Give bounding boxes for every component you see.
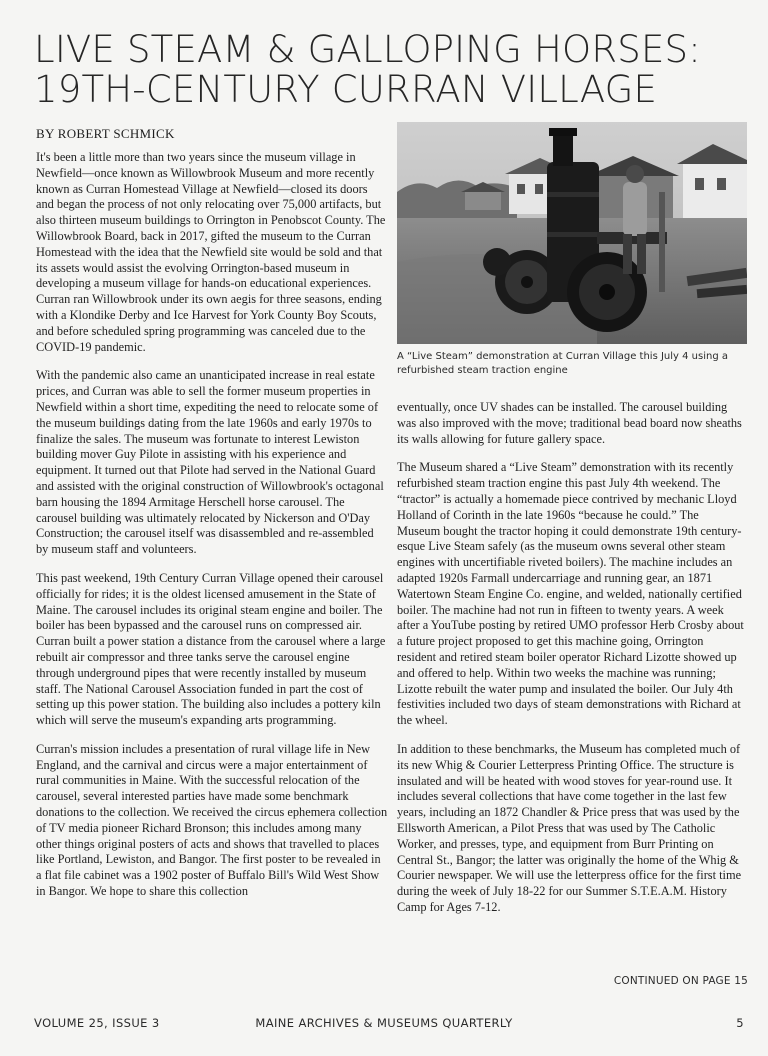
article-title-line-2: 19TH-CENTURY CURRAN VILLAGE [34, 68, 658, 111]
paragraph: This past weekend, 19th Century Curran Village opened their carousel officially for rides; it is the oldest licensed amusement in the State of Maine. The carousel includes its original steam engine and boiler. The boiler has been bypassed and the carousel runs on compressed air. Curran built a power station a distance from the carousel where a large rebuilt air compressor and three tanks serve the carousel engine through underground pipes that were recently installed by museum staff. The National Carousel Association funded in part the cost of setting up this power station. The building also includes a pottery kiln which will serve the museum's expanding arts programming. [36, 570, 386, 728]
paragraph: The Museum shared a “Live Steam” demonstration with its recently refurbished steam traction engine this past July 4th weekend. The “tractor” is actually a homemade piece contrived by mechanic Lloyd Holland of Corinth in the late 1960s “because he could.” The Museum bought the tractor hoping it could demonstrate 19th century-esque Live Steam safely (as the museum owns several other steam engines with uncertifiable riveted boilers). The machine includes an adapted 1920s Farmall undercarriage and running gear, an 1871 Watertown Steam Engine Co. engine, and welded, nationally certified boiler. The machine had not run in fifteen to twenty years. A week after a YouTube posting by retired UMO professor Herb Crosby about a future project proposed to get this machine going, Orrington resident and retired steam boiler operator Richard Lizotte showed up and offered to help. Within two weeks the machine was running; Lizotte rebuilt the water pump and insulated the boiler. Our July 4th festivities included two days of steam demonstrations with Richard at the wheel. [397, 460, 744, 728]
paragraph: eventually, once UV shades can be installed. The carousel building was also improved with the move; traditional bead board now sheaths its walls allowing for future gallery space. [397, 400, 742, 446]
steam-engine-photo [397, 122, 747, 344]
photo-caption: A “Live Steam” demonstration at Curran Village this July 4 using a refurbished steam traction engine [397, 351, 728, 376]
paragraph: With the pandemic also came an unanticipated increase in real estate prices, and Curran was able to sell the former museum properties in Newfield within a short time, expediting the need to relocate some of the museum buildings dating from the late 1960s and early 1970s to finalize the sales. The museum was fortunate to interest Lewiston building mover Guy Pilote in assisting with his experience and equipment. It turned out that Pilote had served in the National Guard and assisted with the original construction of Willowbrook's octagonal barn housing the 1894 Armitage Herschell horse carousel. The carousel building was ultimately relocated by Nickerson and O'Day Construction; the carousel itself was disassembled and re-assembled by museum staff and volunteers. [36, 368, 384, 557]
left-column [36, 150, 388, 913]
continued-note: CONTINUED ON PAGE 15 [613, 975, 748, 987]
footer-publication: MAINE ARCHIVES & MUSEUMS QUARTERLY [255, 1016, 513, 1030]
article-title-line-1: LIVE STEAM & GALLOPING HORSES: [34, 28, 701, 71]
page-number: 5 [736, 1016, 744, 1030]
paragraph: In addition to these benchmarks, the Museum has completed much of its new Whig & Courier Letterpress Printing Office. The structure is insulated and will be heated with wood stoves for year-round use. It includes several collections that have come together in the last few years, including an 1872 Chandler & Price press that was used by the Ellsworth American, a Pilot Press that was used by The Catholic Worker, and presses, type, and equipment from Burr Printing on Central St., Bangor; the latter was originally the home of the Whig & Courier newspaper. We will use the letterpress office for the first time during the week of July 18-22 for our Summer S.T.E.A.M. History Camp for Ages 7-12. [397, 741, 742, 914]
article-title [34, 30, 744, 110]
paragraph: It's been a little more than two years since the museum village in Newfield—once known as Willowbrook Museum and more recently known as Curran Homestead Village at Newfield—closed its doors and began the process of not only relocating over 75,000 artifacts, but also thirteen museum buildings to Orrington in Penobscot County. The Willowbrook Board, back in 2017, gifted the museum to the Curran Homestead with the idea that the Newfield site would be sold and that its assets would assist the evolving Orrington-based museum in developing a museum village for hands-on educational experiences. Curran ran Willowbrook under its own aegis for three seasons, ending with a Klondike Derby and Ice Harvest for York County Boy Scouts, and before scheduled spring programming was canceled due to the COVID-19 pandemic. [36, 150, 386, 354]
paragraph: Curran's mission includes a presentation of rural village life in New England, and the carnival and circus were a major entertainment of rural communities in Maine. With the successful relocation of the carousel, several interested parties have made some benchmark donations to the collection. We received the circus ephemera collection of TV media pioneer Richard Bronson; this includes among many other things original posters of acts and shows that travelled to places like Portland, Lewiston, and Bangor. The first poster to be revealed in a flat file cabinet was a 1902 poster of Buffalo Bill's Wild West Show in Bangor. We hope to share this collection [36, 741, 388, 899]
footer-issue: VOLUME 25, ISSUE 3 [34, 1016, 160, 1030]
right-column [397, 400, 745, 929]
byline: BY ROBERT SCHMICK [36, 126, 175, 141]
